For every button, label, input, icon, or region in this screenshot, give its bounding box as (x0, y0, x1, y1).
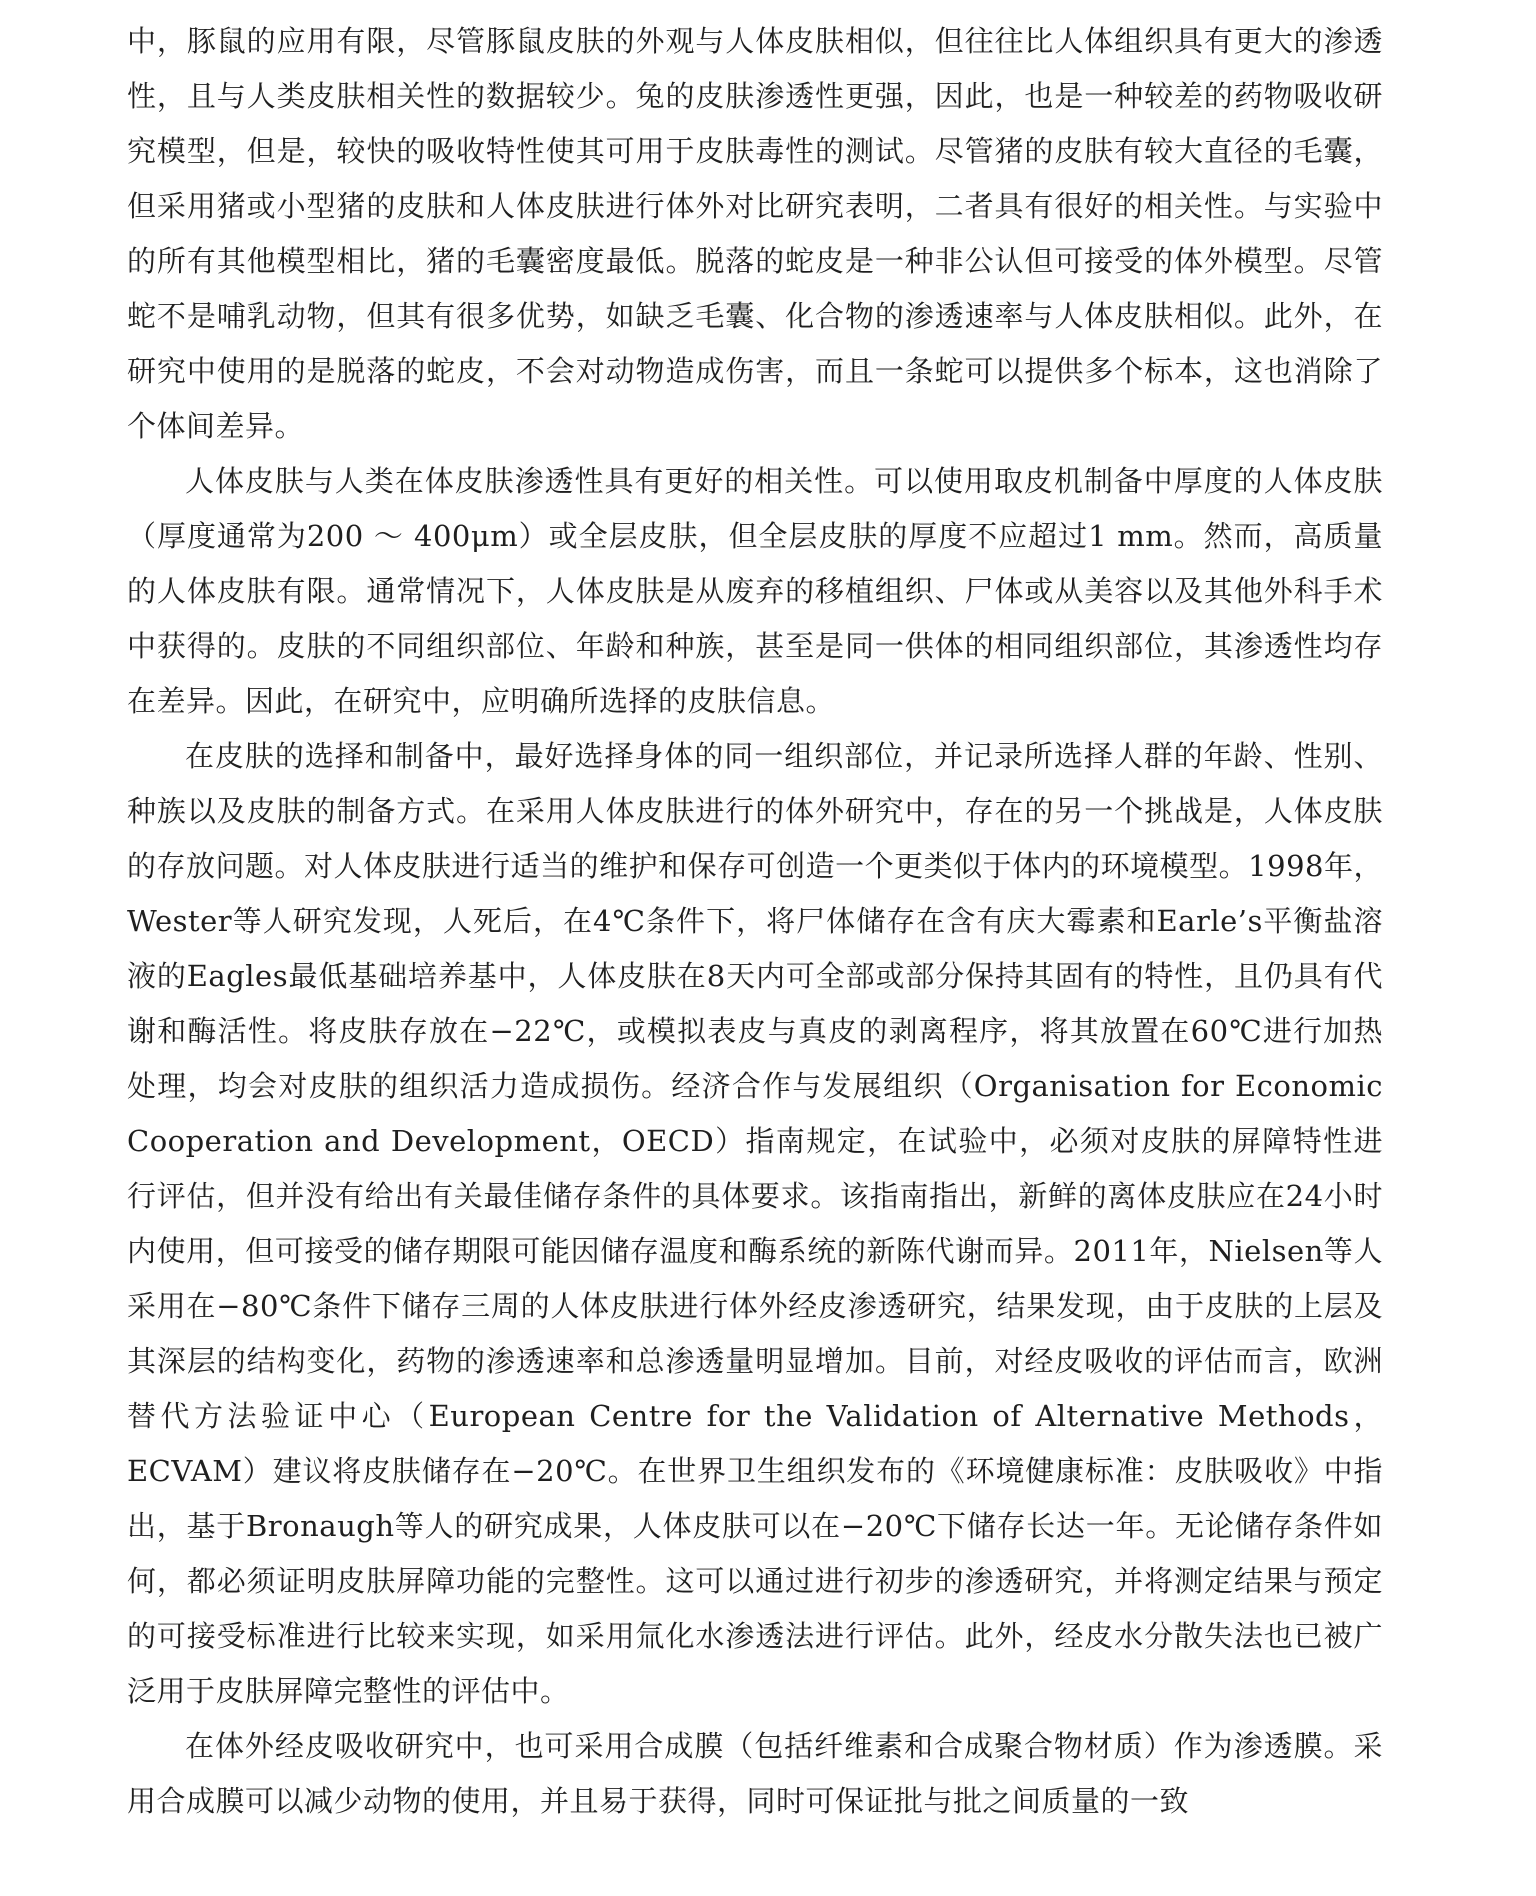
paragraph-animal-skin-models: 中，豚鼠的应用有限，尽管豚鼠皮肤的外观与人体皮肤相似，但往往比人体组织具有更大的渗透性，且与人类皮肤相关性的数据较少。兔的皮肤渗透性更强，因此，也是一种较差的药物吸收研究模型，但是，较快的吸收特性使其可用于皮肤毒性的测试。尽管猪的皮肤有较大直径的毛囊，但采用猪或小型猪的皮肤和人体皮肤进行体外对比研究表明，二者具有很好的相关性。与实验中的所有其他模型相比，猪的毛囊密度最低。脱落的蛇皮是一种非公认但可接受的体外模型。尽管蛇不是哺乳动物，但其有很多优势，如缺乏毛囊、化合物的渗透速率与人体皮肤相似。此外，在研究中使用的是脱落的蛇皮，不会对动物造成伤害，而且一条蛇可以提供多个标本，这也消除了个体间差异。 (127, 24, 1383, 443)
paragraph-skin-storage: 在皮肤的选择和制备中，最好选择身体的同一组织部位，并记录所选择人群的年龄、性别、种族以及皮肤的制备方式。在采用人体皮肤进行的体外研究中，存在的另一个挑战是，人体皮肤的存放问题。对人体皮肤进行适当的维护和保存可创造一个更类似于体内的环境模型。1998年，Wester等人研究发现，人死后，在4℃条件下，将尸体储存在含有庆大霉素和Earle’s平衡盐溶液的Eagles最低基础培养基中，人体皮肤在8天内可全部或部分保持其固有的特性，且仍具有代谢和酶活性。将皮肤存放在−22℃，或模拟表皮与真皮的剥离程序，将其放置在60℃进行加热处理，均会对皮肤的组织活力造成损伤。经济合作与发展组织（Organisation for Economic Cooperation and Development，OECD）指南规定，在试验中，必须对皮肤的屏障特性进行评估，但并没有给出有关最佳储存条件的具体要求。该指南指出，新鲜的离体皮肤应在24小时内使用，但可接受的储存期限可能因储存温度和酶系统的新陈代谢而异。2011年，Nielsen等人采用在−80℃条件下储存三周的人体皮肤进行体外经皮渗透研究，结果发现，由于皮肤的上层及其深层的结构变化，药物的渗透速率和总渗透量明显增加。目前，对经皮吸收的评估而言，欧洲替代方法验证中心（European Centre for the Validation of Alternative Methods，ECVAM）建议将皮肤储存在−20℃。在世界卫生组织发布的《环境健康标准：皮肤吸收》中指出，基于Bronaugh等人的研究成果，人体皮肤可以在−20℃下储存长达一年。无论储存条件如何，都必须证明皮肤屏障功能的完整性。这可以通过进行初步的渗透研究，并将测定结果与预定的可接受标准进行比较来实现，如采用氚化水渗透法进行评估。此外，经皮水分散失法也已被广泛用于皮肤屏障完整性的评估中。 (127, 739, 1383, 1708)
paragraph-synthetic-membranes: 在体外经皮吸收研究中，也可采用合成膜（包括纤维素和合成聚合物材质）作为渗透膜。采用合成膜可以减少动物的使用，并且易于获得，同时可保证批与批之间质量的一致 (127, 1729, 1383, 1818)
document-page (127, 14, 1383, 1829)
paragraph-human-skin: 人体皮肤与人类在体皮肤渗透性具有更好的相关性。可以使用取皮机制备中厚度的人体皮肤（厚度通常为200 ～ 400μm）或全层皮肤，但全层皮肤的厚度不应超过1 mm。然而，高质量的人体皮肤有限。通常情况下，人体皮肤是从废弃的移植组织、尸体或从美容以及其他外科手术中获得的。皮肤的不同组织部位、年龄和种族，甚至是同一供体的相同组织部位，其渗透性均存在差异。因此，在研究中，应明确所选择的皮肤信息。 (127, 464, 1383, 718)
